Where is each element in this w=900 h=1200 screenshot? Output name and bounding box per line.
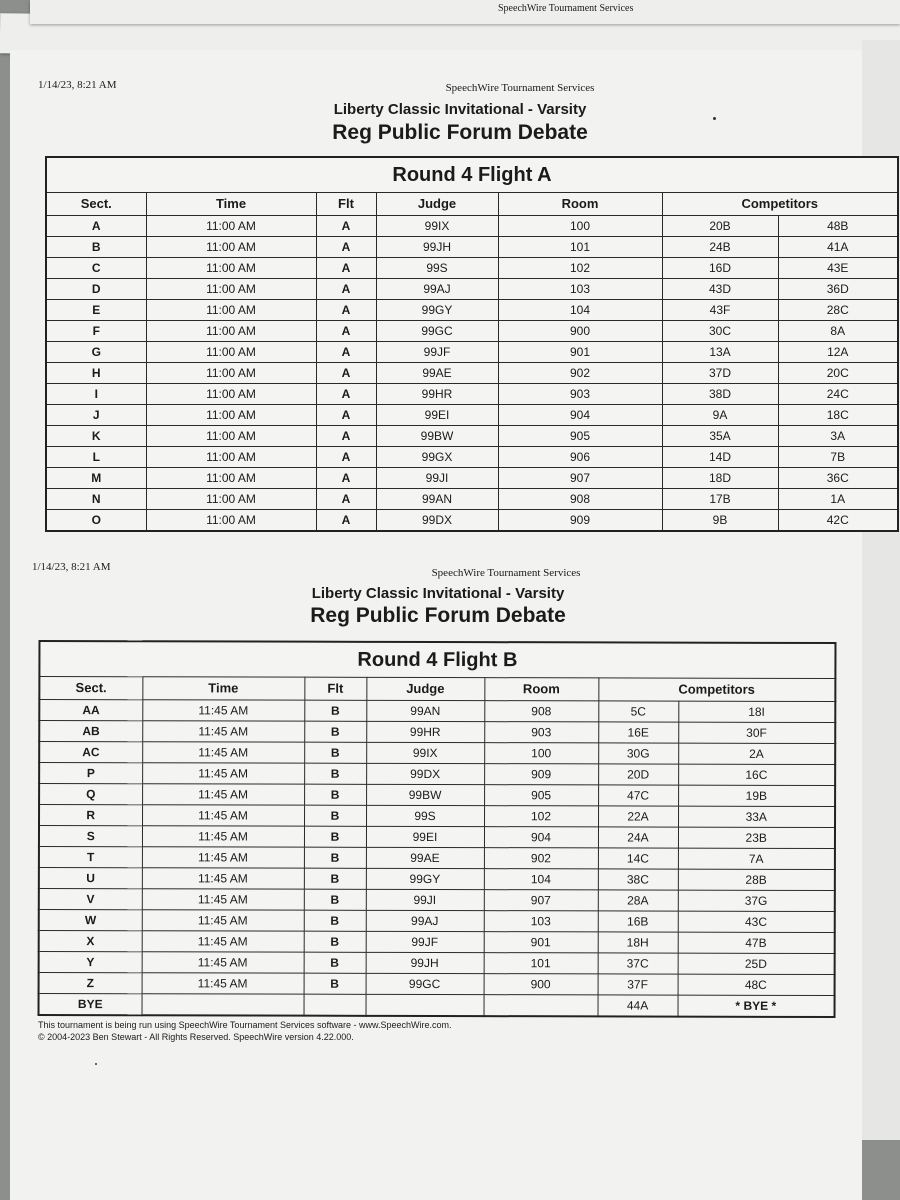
cell-flt: B [304, 826, 366, 847]
cell-sect: M [46, 468, 146, 489]
event-title-top: Liberty Classic Invitational - Varsity [333, 101, 587, 118]
cell-judge: 99GC [376, 321, 498, 342]
cell-flt: A [316, 363, 376, 384]
cell-comp1: 17B [662, 489, 778, 510]
table-row [39, 972, 835, 995]
cell-comp2: 7A [678, 848, 835, 869]
cell-room: 902 [484, 848, 598, 869]
flight-b-table [38, 640, 837, 1018]
table-row [46, 405, 898, 426]
cell-room: 903 [484, 722, 598, 743]
cell-comp2: 28C [778, 300, 898, 321]
table-row [39, 804, 835, 827]
cell-room: 102 [484, 806, 598, 827]
cell-room: 901 [498, 342, 662, 363]
table-row [46, 510, 898, 532]
cell-time: 11:00 AM [146, 384, 316, 405]
cell-comp1: 20B [662, 216, 778, 237]
cell-sect: L [46, 447, 146, 468]
service-header-bottom: SpeechWire Tournament Services [431, 567, 581, 579]
cell-judge: 99BW [366, 784, 484, 805]
cell-room: 900 [498, 321, 662, 342]
cell-flt: B [304, 952, 366, 973]
table-row [46, 216, 898, 237]
cell-time [142, 994, 304, 1016]
table-row [39, 867, 835, 890]
cell-time: 11:45 AM [142, 700, 304, 721]
cell-sect: C [46, 258, 146, 279]
cell-comp1: 28A [598, 890, 678, 911]
cell-judge: 99GX [376, 447, 498, 468]
header-competitors: Competitors [598, 678, 835, 702]
cell-room: 908 [484, 701, 598, 722]
round-title: Round 4 Flight B [39, 641, 835, 679]
cell-time: 11:00 AM [146, 300, 316, 321]
cell-judge: 99AN [366, 700, 484, 721]
cell-sect: W [39, 909, 142, 930]
cell-time: 11:45 AM [142, 868, 304, 889]
cell-comp1: 43F [662, 300, 778, 321]
cell-comp2: 19B [678, 785, 835, 806]
cell-comp2: 12A [778, 342, 898, 363]
cell-judge: 99S [376, 258, 498, 279]
table-row [46, 468, 898, 489]
footer-copyright: © 2004-2023 Ben Stewart - All Rights Reserved. SpeechWire version 4.22.000. [38, 1032, 354, 1042]
cell-room: 905 [498, 426, 662, 447]
speck [713, 117, 716, 120]
cell-flt: B [304, 763, 366, 784]
cell-sect: T [39, 846, 142, 867]
cell-comp2: 47B [678, 932, 835, 953]
cell-comp2: 48B [778, 216, 898, 237]
cell-time: 11:45 AM [142, 784, 304, 805]
header-sect: Sect. [46, 193, 146, 216]
cell-comp1: 18D [662, 468, 778, 489]
cell-judge: 99JI [366, 889, 484, 910]
header-judge: Judge [366, 677, 484, 700]
cell-time: 11:00 AM [146, 489, 316, 510]
cell-comp1: 38D [662, 384, 778, 405]
cell-time: 11:00 AM [146, 447, 316, 468]
round-title: Round 4 Flight A [46, 157, 898, 193]
cell-comp2: 36D [778, 279, 898, 300]
cell-judge: 99JF [376, 342, 498, 363]
cell-comp2: 33A [678, 806, 835, 827]
cell-comp1: 13A [662, 342, 778, 363]
division-title-top: Reg Public Forum Debate [332, 121, 588, 144]
cell-comp2: 43E [778, 258, 898, 279]
cell-judge: 99JH [376, 237, 498, 258]
cell-sect: V [39, 888, 142, 909]
cell-sect: G [46, 342, 146, 363]
cell-comp2: 48C [678, 974, 835, 995]
header-flt: Flt [316, 193, 376, 216]
cell-comp1: 37D [662, 363, 778, 384]
cell-comp1: 37F [598, 974, 678, 995]
cell-comp1: 44A [598, 995, 678, 1017]
cell-flt: A [316, 426, 376, 447]
table-row [46, 489, 898, 510]
cell-sect: E [46, 300, 146, 321]
table-row [39, 783, 835, 806]
cell-room: 902 [498, 363, 662, 384]
cell-time: 11:00 AM [146, 426, 316, 447]
cell-comp1: 43D [662, 279, 778, 300]
cell-sect: Z [39, 972, 142, 993]
cell-flt: A [316, 447, 376, 468]
table-row [39, 930, 835, 953]
cell-comp2: 3A [778, 426, 898, 447]
header-sect: Sect. [39, 676, 142, 699]
cell-room: 104 [498, 300, 662, 321]
cell-comp1: 30G [598, 743, 678, 764]
table-row [46, 342, 898, 363]
cell-sect: X [39, 930, 142, 951]
cell-room: 904 [498, 405, 662, 426]
cell-time: 11:45 AM [142, 973, 304, 994]
table-row [39, 825, 835, 848]
table-row [46, 384, 898, 405]
cell-sect: BYE [39, 993, 142, 1015]
cell-judge: 99GY [376, 300, 498, 321]
cell-judge: 99EI [376, 405, 498, 426]
table-row [46, 363, 898, 384]
cell-comp1: 5C [598, 701, 678, 722]
cell-time: 11:00 AM [146, 363, 316, 384]
cell-flt: A [316, 279, 376, 300]
back-sheet-header: SpeechWire Tournament Services [498, 3, 634, 14]
cell-room: 906 [498, 447, 662, 468]
flight-a-table [45, 156, 899, 532]
cell-time: 11:00 AM [146, 216, 316, 237]
cell-flt: B [304, 931, 366, 952]
cell-sect: Y [39, 951, 142, 972]
cell-sect: A [46, 216, 146, 237]
cell-judge: 99BW [376, 426, 498, 447]
table-row [46, 279, 898, 300]
cell-comp2: 18C [778, 405, 898, 426]
cell-comp1: 14C [598, 848, 678, 869]
cell-time: 11:45 AM [142, 847, 304, 868]
cell-comp1: 37C [598, 953, 678, 974]
cell-sect: AC [39, 741, 142, 762]
cell-time: 11:45 AM [142, 889, 304, 910]
cell-flt: B [304, 847, 366, 868]
cell-room: 101 [498, 237, 662, 258]
cell-flt: B [304, 700, 366, 721]
cell-room: 100 [484, 743, 598, 764]
cell-comp2: * BYE * [678, 995, 835, 1017]
cell-room: 104 [484, 869, 598, 890]
timestamp-bottom: 1/14/23, 8:21 AM [32, 561, 111, 573]
cell-comp1: 30C [662, 321, 778, 342]
cell-sect: AA [39, 699, 142, 720]
cell-comp1: 22A [598, 806, 678, 827]
cell-room [484, 995, 598, 1017]
cell-flt: B [304, 973, 366, 994]
cell-time: 11:45 AM [142, 931, 304, 952]
cell-judge: 99AE [376, 363, 498, 384]
cell-comp1: 18H [598, 932, 678, 953]
cell-judge: 99JH [366, 952, 484, 973]
cell-comp1: 9A [662, 405, 778, 426]
cell-flt: B [304, 742, 366, 763]
cell-judge: 99AJ [376, 279, 498, 300]
cell-flt: A [316, 384, 376, 405]
cell-flt: A [316, 405, 376, 426]
cell-judge: 99JI [376, 468, 498, 489]
cell-judge [366, 994, 484, 1016]
cell-comp2: 16C [678, 764, 835, 785]
cell-room: 903 [498, 384, 662, 405]
cell-flt: A [316, 510, 376, 532]
cell-time: 11:00 AM [146, 321, 316, 342]
header-time: Time [146, 193, 316, 216]
cell-time: 11:00 AM [146, 279, 316, 300]
cell-comp1: 24B [662, 237, 778, 258]
cell-time: 11:45 AM [142, 742, 304, 763]
event-title-bottom: Liberty Classic Invitational - Varsity [311, 585, 565, 602]
cell-sect: B [46, 237, 146, 258]
cell-room: 909 [498, 510, 662, 532]
cell-comp2: 23B [678, 827, 835, 848]
cell-comp1: 24A [598, 827, 678, 848]
header-competitors: Competitors [662, 193, 898, 216]
cell-time: 11:00 AM [146, 510, 316, 532]
cell-judge: 99AN [376, 489, 498, 510]
cell-comp1: 16E [598, 722, 678, 743]
cell-room: 904 [484, 827, 598, 848]
cell-comp1: 20D [598, 764, 678, 785]
table-row [46, 300, 898, 321]
cell-comp2: 30F [678, 722, 835, 743]
division-title-bottom: Reg Public Forum Debate [310, 604, 566, 627]
cell-judge: 99IX [366, 742, 484, 763]
table-row [39, 993, 835, 1017]
cell-flt: B [304, 868, 366, 889]
cell-room: 907 [484, 890, 598, 911]
cell-comp1: 35A [662, 426, 778, 447]
cell-comp2: 1A [778, 489, 898, 510]
table-row [46, 321, 898, 342]
cell-comp2: 18I [678, 701, 835, 722]
cell-room: 102 [498, 258, 662, 279]
cell-sect: P [39, 762, 142, 783]
cell-room: 908 [498, 489, 662, 510]
cell-room: 103 [498, 279, 662, 300]
cell-sect: I [46, 384, 146, 405]
table-row [46, 237, 898, 258]
cell-sect: F [46, 321, 146, 342]
cell-flt: B [304, 721, 366, 742]
cell-judge: 99DX [376, 510, 498, 532]
cell-comp2: 36C [778, 468, 898, 489]
cell-comp2: 41A [778, 237, 898, 258]
cell-sect: U [39, 867, 142, 888]
table-row [46, 426, 898, 447]
cell-comp2: 20C [778, 363, 898, 384]
cell-flt: B [304, 784, 366, 805]
table-row [39, 951, 835, 974]
timestamp-top: 1/14/23, 8:21 AM [38, 79, 117, 91]
cell-comp2: 43C [678, 911, 835, 932]
cell-room: 907 [498, 468, 662, 489]
cell-flt: A [316, 321, 376, 342]
cell-flt: A [316, 216, 376, 237]
cell-comp2: 42C [778, 510, 898, 532]
cell-room: 103 [484, 911, 598, 932]
cell-comp2: 37G [678, 890, 835, 911]
cell-sect: O [46, 510, 146, 532]
table-row [39, 888, 835, 911]
cell-judge: 99IX [376, 216, 498, 237]
cell-room: 101 [484, 953, 598, 974]
cell-comp1: 47C [598, 785, 678, 806]
cell-comp1: 14D [662, 447, 778, 468]
cell-flt: A [316, 237, 376, 258]
service-header-top: SpeechWire Tournament Services [445, 82, 595, 94]
cell-time: 11:00 AM [146, 342, 316, 363]
cell-time: 11:45 AM [142, 805, 304, 826]
speck [95, 1063, 97, 1065]
cell-judge: 99JF [366, 931, 484, 952]
cell-time: 11:45 AM [142, 763, 304, 784]
table-row [46, 258, 898, 279]
header-time: Time [142, 677, 304, 700]
cell-comp2: 24C [778, 384, 898, 405]
cell-flt: B [304, 889, 366, 910]
table-row [39, 909, 835, 932]
cell-flt: A [316, 300, 376, 321]
cell-room: 100 [498, 216, 662, 237]
cell-time: 11:45 AM [142, 721, 304, 742]
cell-room: 900 [484, 974, 598, 995]
cell-judge: 99HR [376, 384, 498, 405]
cell-comp2: 28B [678, 869, 835, 890]
cell-room: 901 [484, 932, 598, 953]
header-room: Room [484, 678, 598, 701]
cell-flt: A [316, 468, 376, 489]
cell-time: 11:00 AM [146, 405, 316, 426]
cell-comp1: 16B [598, 911, 678, 932]
cell-sect: J [46, 405, 146, 426]
cell-comp1: 9B [662, 510, 778, 532]
table-row [39, 762, 835, 785]
cell-sect: D [46, 279, 146, 300]
cell-judge: 99AJ [366, 910, 484, 931]
cell-judge: 99HR [366, 721, 484, 742]
header-judge: Judge [376, 193, 498, 216]
cell-judge: 99GC [366, 973, 484, 994]
cell-comp2: 7B [778, 447, 898, 468]
cell-judge: 99S [366, 805, 484, 826]
cell-time: 11:45 AM [142, 910, 304, 931]
table-row [39, 846, 835, 869]
cell-comp1: 16D [662, 258, 778, 279]
cell-flt: A [316, 342, 376, 363]
cell-sect: R [39, 804, 142, 825]
cell-comp2: 2A [678, 743, 835, 764]
cell-sect: K [46, 426, 146, 447]
cell-flt: A [316, 489, 376, 510]
cell-time: 11:45 AM [142, 826, 304, 847]
cell-time: 11:00 AM [146, 258, 316, 279]
cell-room: 905 [484, 785, 598, 806]
cell-comp1: 38C [598, 869, 678, 890]
cell-time: 11:00 AM [146, 237, 316, 258]
table-row [46, 447, 898, 468]
cell-flt: B [304, 805, 366, 826]
footer-note: This tournament is being run using SpeechWire Tournament Services software - www.SpeechWire.com. [38, 1020, 452, 1030]
cell-judge: 99EI [366, 826, 484, 847]
cell-sect: N [46, 489, 146, 510]
cell-comp2: 8A [778, 321, 898, 342]
cell-time: 11:45 AM [142, 952, 304, 973]
cell-sect: S [39, 825, 142, 846]
header-room: Room [498, 193, 662, 216]
cell-sect: AB [39, 720, 142, 741]
cell-room: 909 [484, 764, 598, 785]
cell-judge: 99DX [366, 763, 484, 784]
cell-flt: B [304, 910, 366, 931]
cell-time: 11:00 AM [146, 468, 316, 489]
cell-sect: H [46, 363, 146, 384]
cell-flt [304, 994, 366, 1016]
cell-judge: 99AE [366, 847, 484, 868]
cell-sect: Q [39, 783, 142, 804]
header-flt: Flt [304, 677, 366, 700]
table-row [39, 699, 835, 722]
cell-comp2: 25D [678, 953, 835, 974]
cell-judge: 99GY [366, 868, 484, 889]
cell-flt: A [316, 258, 376, 279]
table-row [39, 741, 835, 764]
table-row [39, 720, 835, 743]
